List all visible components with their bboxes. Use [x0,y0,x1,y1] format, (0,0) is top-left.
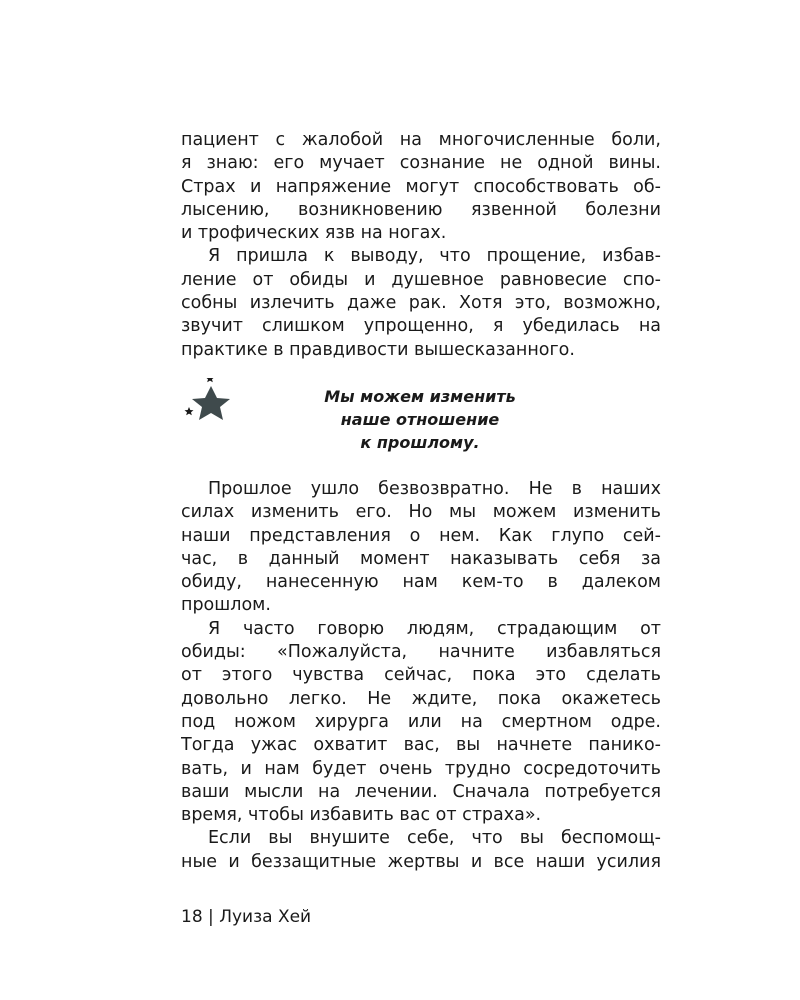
text-line: Если вы внушите себе, что вы беспомощ- [208,828,661,849]
big-star-icon [192,386,230,420]
text-line: от этого чувства сейчас, пока это сделать [181,665,661,686]
quote-line: Мы можем изменить [324,387,516,406]
text-line: час, в данный момент наказывать себя за [181,548,661,569]
text-line: Я часто говорю людям, страдающим от [208,618,661,639]
small-star-icon [185,407,194,415]
text-line: обиды: «Пожалуйста, начните избавляться [181,642,661,663]
text-line: вать, и нам будет очень трудно сосредоточить [181,758,661,779]
text-line: звучит слишком упрощенно, я убедилась на [181,316,661,337]
star-icon [180,378,240,428]
text-line: и трофических язв на ногах. [181,223,447,244]
text-line: ные и беззащитные жертвы и все наши усилия [181,851,661,872]
text-line: Тогда ужас охватит вас, вы начнете панико- [181,735,661,756]
text-line: Я пришла к выводу, что прощение, избав- [208,246,661,267]
text-line: обиду, нанесенную нам кем-то в далеком [181,572,661,593]
text-line: наши представления о нем. Как глупо сей- [181,525,661,546]
page-footer [181,906,311,928]
text-line: ваши мысли на лечении. Сначала потребуется [181,781,661,802]
text-line: время, чтобы избавить вас от страха». [181,805,542,826]
text-line: лысению, возникновению язвенной болезни [181,199,661,220]
text-line: практике в правдивости вышесказанного. [181,339,575,360]
text-line: я знаю: его мучает сознание не одной вины. [181,153,661,174]
text-line: довольно легко. Не ждите, пока окажетесь [181,688,661,709]
footer-separator: | [208,907,214,927]
quote-line: наше отношение [340,410,500,429]
text-line: собны излечить даже рак. Хотя это, возможно, [181,293,661,314]
page-number: 18 [181,907,203,927]
text-line: прошлом. [181,595,271,616]
text-line: ление от обиды и душевное равновесие спо- [181,269,661,290]
text-line: Страх и напряжение могут способствовать об- [181,176,661,197]
text-line: Прошлое ушло безвозвратно. Не в наших [208,479,661,499]
text-line: силах изменить его. Но мы можем изменить [181,502,661,523]
text-line: пациент с жалобой на многочисленные боли, [181,130,661,150]
text-block-top [181,129,661,362]
pull-quote [180,378,660,458]
footer-author: Луиза Хей [219,907,312,927]
small-star-icon [206,378,215,382]
text-block-bottom [181,478,661,874]
quote-line: к прошлому. [360,433,480,452]
text-line: под ножом хирурга или на смертном одре. [181,711,661,732]
